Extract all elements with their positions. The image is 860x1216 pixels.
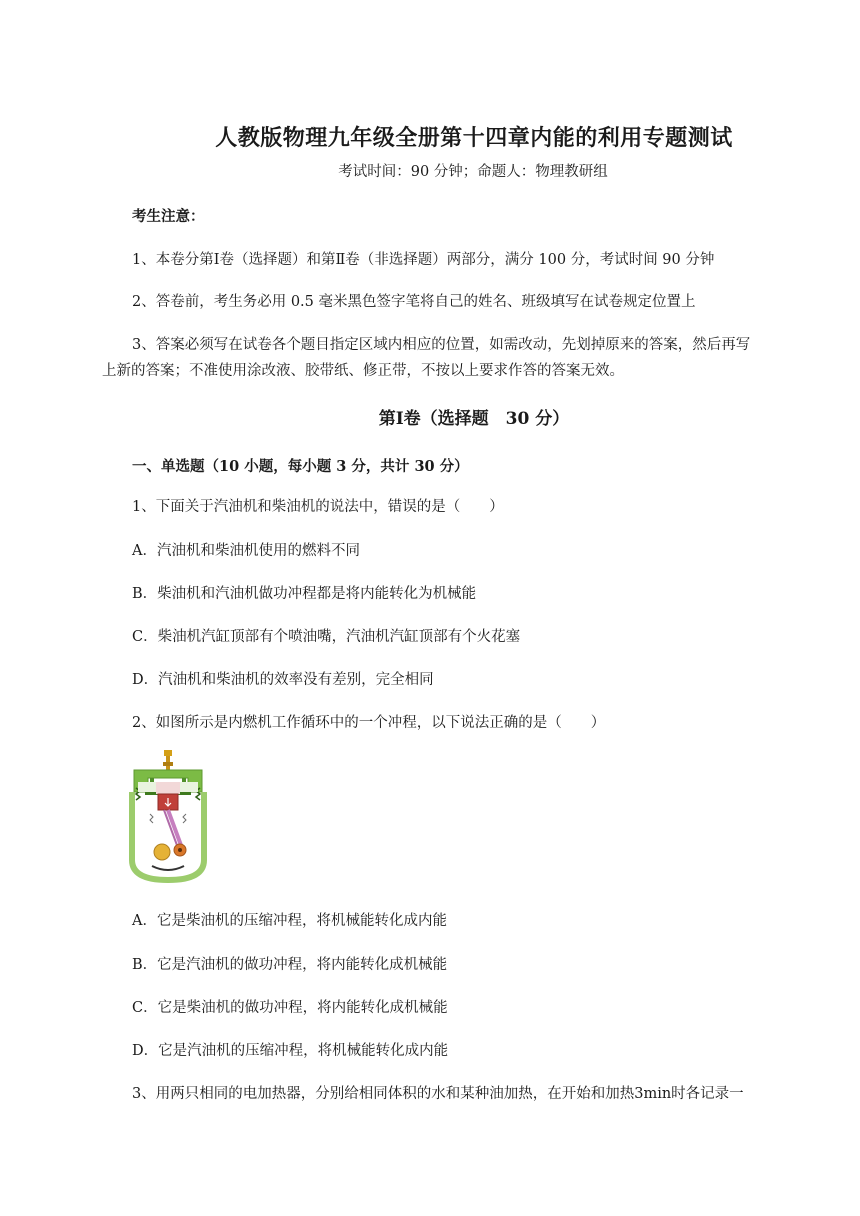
question-stem-3: 3、用两只相同的电加热器，分别给相同体积的水和某种油加热，在开始和加热3min时各记录一 <box>132 1086 744 1102</box>
notice-heading: 考生注意： <box>132 208 205 225</box>
q2-option-c[interactable]: C．它是柴油机的做功冲程，将内能转化成机械能 <box>132 1000 448 1016</box>
exam-info: 考试时间：90 分钟；命题人：物理教研组 <box>338 164 608 180</box>
q1-option-b[interactable]: B．柴油机和汽油机做功冲程都是将内能转化为机械能 <box>132 586 477 602</box>
q2-option-b[interactable]: B．它是汽油机的做功冲程，将内能转化成机械能 <box>132 957 448 973</box>
part-heading: 一、单选题（10 小题，每小题 3 分，共计 30 分） <box>132 458 469 475</box>
q1-option-a[interactable]: A．汽油机和柴油机使用的燃料不同 <box>132 543 360 559</box>
notice-item-continued: 上新的答案；不准使用涂改液、胶带纸、修正带，不按以上要求作答的答案无效。 <box>102 363 624 379</box>
notice-item: 1、本卷分第Ⅰ卷（选择题）和第Ⅱ卷（非选择题）两部分，满分 100 分，考试时间 90 分钟 <box>132 252 715 268</box>
q2-option-a[interactable]: A．它是柴油机的压缩冲程，将机械能转化成内能 <box>132 913 447 929</box>
notice-item: 3、答案必须写在试卷各个题目指定区域内相应的位置，如需改动，先划掉原来的答案，然后再写 <box>132 337 751 353</box>
notice-item: 2、答卷前，考生务必用 0.5 毫米黑色签字笔将自己的姓名、班级填写在试卷规定位置上 <box>132 294 696 310</box>
q1-option-d[interactable]: D．汽油机和柴油机的效率没有差别，完全相同 <box>132 672 434 688</box>
question-stem-2: 2、如图所示是内燃机工作循环中的一个冲程，以下说法正确的是（ ） <box>132 715 606 731</box>
q2-option-d[interactable]: D．它是汽油机的压缩冲程，将机械能转化成内能 <box>132 1043 449 1059</box>
page-title: 人教版物理九年级全册第十四章内能的利用专题测试 <box>215 125 733 151</box>
q1-option-c[interactable]: C．柴油机汽缸顶部有个喷油嘴，汽油机汽缸顶部有个火花塞 <box>132 629 521 645</box>
section-title: 第Ⅰ卷（选择题 30 分） <box>378 409 570 429</box>
engine-stroke-figure <box>128 748 208 884</box>
question-stem-1: 1、下面关于汽油机和柴油机的说法中，错误的是（ ） <box>132 499 504 515</box>
